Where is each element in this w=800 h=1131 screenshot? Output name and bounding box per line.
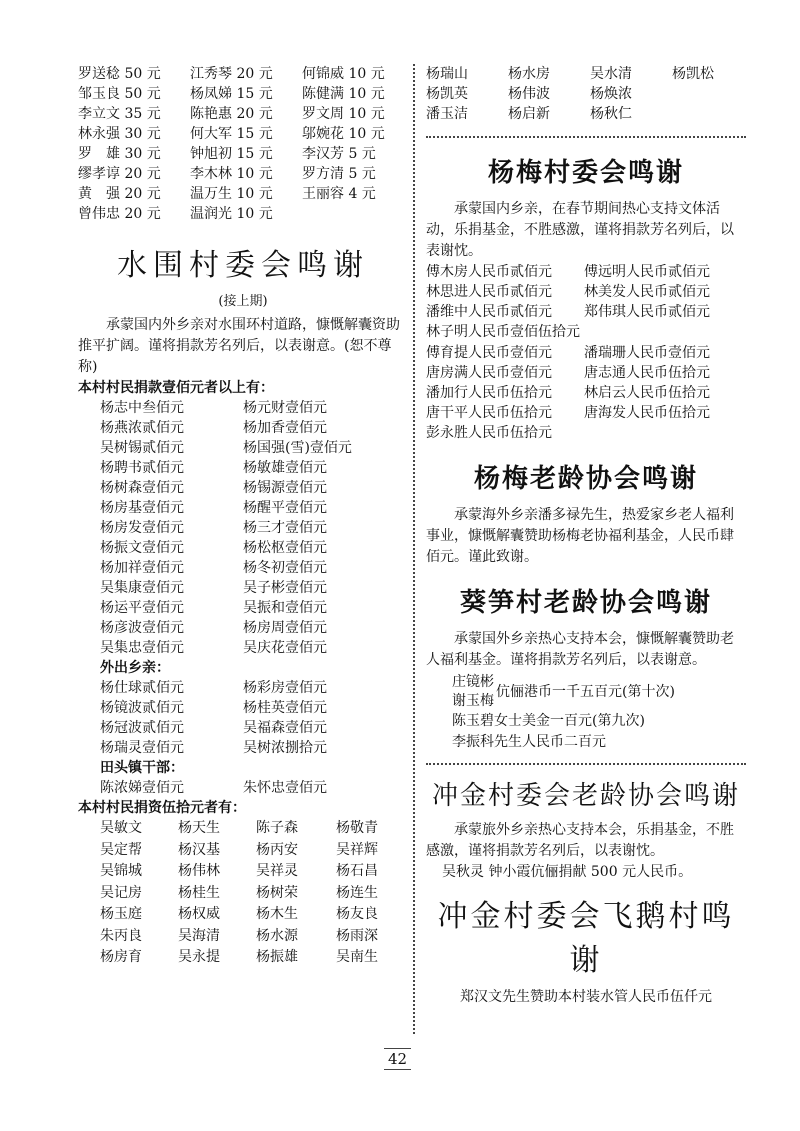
list-item: 杨权威 [178,906,220,922]
list-item: 温润光 10 元 [190,206,273,222]
list-item: 唐房满人民币壹佰元 [426,365,552,381]
donor-name: 庄镜彬 [452,674,494,690]
list-item: 陈健满 10 元 [302,86,385,102]
list-item: 吴永提 [178,949,220,965]
list-item: 钟旭初 15 元 [190,146,273,162]
heading-town: 田头镇干部： [100,760,184,776]
list-item: 吴树浓捌拾元 [243,740,327,756]
list-item: 唐志通人民币伍拾元 [584,365,710,381]
list-item [302,204,408,224]
list-item: 温万生 10 元 [190,186,273,202]
list-item: 罗方清 5 元 [302,166,376,182]
feie-title: 冲金村委会飞鹅村鸣谢 [437,899,735,978]
list-item: 吴福森壹佰元 [243,720,327,736]
list-item: 杨房发壹佰元 [100,520,184,536]
list-item: 杨雨深 [336,927,378,944]
list-item: 杨石昌 [336,863,378,879]
list-item: 吴集康壹佰元 [100,580,184,596]
donor-list-top [78,64,408,224]
list-item: 杨三才壹佰元 [243,520,327,536]
list-item: 杨伟林 [178,863,220,879]
list-item: 吴树锡贰佰元 [100,440,184,456]
list-item: 陈子森 [256,820,298,836]
list-item: 杨松枢壹佰元 [243,540,327,556]
list-item: 傅木房人民币贰佰元 [426,264,552,280]
chongjin-donor: 吴秋灵 钟小霞伉俪捐献 500 元人民币。 [442,864,693,880]
list-item: 杨木生 [256,906,298,922]
kuisun-intro: 承蒙国外乡亲热心支持本会，慷慨解囊赞助老人福利基金。谨将捐款芳名列后，以表谢意。 [426,631,734,668]
list-item: 唐海发人民币伍拾元 [584,405,710,421]
yangmei-elder-text: 承蒙海外乡亲潘多禄先生，热爱家乡老人福利事业，慷慨解囊赞助杨梅老协福利基金，人民币肆佰元。谨此致谢。 [426,507,734,565]
list-item: 朱怀忠壹佰元 [243,780,327,796]
list-item: 彭永胜人民币伍拾元 [426,425,552,441]
list-item: 陈艳惠 20 元 [190,106,273,122]
list-item: 杨敬青 [336,820,378,836]
list-item: 杨水房 [508,66,550,82]
list-item: 罗 雄 30 元 [78,146,161,162]
list-item: 李振科先生人民币二百元 [452,734,606,750]
yangmei-list-b [426,343,746,423]
yangmei-intro: 承蒙国内乡亲，在春节期间热心支持文体活动，乐捐基金，不胜感激，谨将捐款芳名列后，以表谢忱。 [426,201,734,259]
list-item: 杨秋仁 [590,106,632,122]
list-item: 杨聘书贰佰元 [100,460,184,476]
donor-list-out [78,678,408,758]
shuiwei-subtitle: (接上期) [218,294,268,309]
list-item: 傅育提人民币壹佰元 [426,345,552,361]
list-item: 杨房基壹佰元 [100,500,184,516]
list-item: 吴庆花壹佰元 [243,640,327,656]
list-item: 杨焕浓 [590,86,632,102]
list-item: 吴子彬壹佰元 [243,580,327,596]
list-item: 林永强 30 元 [78,126,161,142]
list-item: 曾伟忠 20 元 [78,206,161,222]
list-item [672,84,744,104]
list-item: 李汉芳 5 元 [302,146,376,162]
list-item: 潘瑞珊人民币壹佰元 [584,345,710,361]
right-column [426,64,746,1008]
list-item: 杨启新 [508,106,550,122]
yangmei-list-a [426,262,746,322]
list-item: 杨汉基 [178,841,220,858]
list-item: 吴振和壹佰元 [243,600,327,616]
list-item: 吴祥辉 [336,841,378,858]
list-item: 吴集忠壹佰元 [100,640,184,656]
chongjin-title: 冲金村委会老龄协会鸣谢 [431,781,740,811]
list-item: 邬婉花 10 元 [302,126,385,142]
heading-50: 本村村民捐资伍拾元者有： [78,800,246,816]
feie-text: 郑汉文先生赞助本村装水管人民币伍仟元 [460,989,712,1005]
list-item: 杨凯松 [672,66,714,82]
list-item: 吴记房 [100,884,142,901]
donor-name: 谢玉梅 [452,693,494,709]
list-item: 吴南生 [336,949,378,965]
shuiwei-intro: 承蒙国内外乡亲对水围环村道路，慷慨解囊资助推平扩阔。谨将捐款芳名列后，以表谢意。(恕不尊称) [78,317,400,375]
list-item: 傅远明人民币贰佰元 [584,264,710,280]
yangmei-elder-title: 杨梅老龄协会鸣谢 [473,464,698,494]
list-item: 吴海清 [178,927,220,944]
list-item: 杨国强(雪)壹佰元 [243,440,352,456]
list-item: 吴水清 [590,66,632,82]
list-item: 邹玉良 50 元 [78,86,161,102]
donor-amount: 伉俪港币一千五百元(第十次) [496,683,675,700]
list-item: 林子明人民币壹佰伍拾元 [426,324,580,340]
list-item: 陈浓娣壹佰元 [100,780,184,796]
list-item: 杨凤娣 15 元 [190,86,273,102]
list-item: 杨加香壹佰元 [243,420,327,436]
list-item: 杨冠波贰佰元 [100,720,184,736]
section-divider [426,763,746,765]
list-item: 罗文周 10 元 [302,106,385,122]
list-item: 杨凯英 [426,86,468,102]
list-item: 林启云人民币伍拾元 [584,385,710,401]
list-item: 杨瑞灵壹佰元 [100,740,184,756]
list-item: 杨树森壹佰元 [100,480,184,496]
list-item: 杨桂英壹佰元 [243,700,327,716]
list-item: 杨天生 [178,820,220,836]
list-item: 杨醒平壹佰元 [243,500,327,516]
list-item: 杨树荣 [256,884,298,901]
list-item: 杨锡源壹佰元 [243,480,327,496]
list-item: 杨冬初壹佰元 [243,560,327,576]
donor-list-top-right [426,64,746,124]
list-item: 杨运平壹佰元 [100,600,184,616]
heading-100: 本村村民捐款壹佰元者以上有： [78,380,274,396]
heading-out: 外出乡亲： [100,660,170,676]
page-number: 42 [384,1048,411,1070]
yangmei-title: 杨梅村委会鸣谢 [487,158,684,188]
list-item: 杨敏雄壹佰元 [243,460,327,476]
list-item: 王丽容 4 元 [302,186,376,202]
list-item: 江秀琴 20 元 [190,66,273,82]
list-item: 林美发人民币贰佰元 [584,284,710,300]
list-item: 杨振文壹佰元 [100,540,184,556]
list-item: 杨瑞山 [426,66,468,82]
list-item: 杨丙安 [256,841,298,858]
list-item: 朱丙良 [100,927,142,944]
list-item: 吴定帮 [100,841,142,858]
list-item: 杨彦波壹佰元 [100,620,184,636]
list-item: 杨玉庭 [100,906,142,922]
list-item: 陈玉碧女士美金一百元(第九次) [452,713,645,729]
list-item: 杨伟波 [508,86,550,102]
list-item: 杨房周壹佰元 [243,620,327,636]
list-item: 何锦威 10 元 [302,66,385,82]
left-column [78,64,408,969]
list-item: 杨加祥壹佰元 [100,560,184,576]
donor-list-50 [78,818,408,969]
donor-names [452,673,494,711]
list-item: 杨房育 [100,949,142,965]
list-item: 郑伟琪人民币贰佰元 [584,304,710,320]
list-item: 杨友良 [336,906,378,922]
list-item: 杨燕浓贰佰元 [100,420,184,436]
section-divider [426,136,746,138]
list-item [672,104,744,124]
list-item: 吴敏文 [100,820,142,836]
list-item: 杨水源 [256,927,298,944]
list-item: 杨仕球贰佰元 [100,680,184,696]
list-item: 潘玉洁 [426,106,468,122]
list-item: 黄 强 20 元 [78,186,161,202]
column-divider [413,64,415,1034]
list-item: 杨彩房壹佰元 [243,680,327,696]
list-item: 缪孝谆 20 元 [78,166,161,182]
list-item: 唐干平人民币伍拾元 [426,405,552,421]
list-item: 罗送稔 50 元 [78,66,161,82]
list-item: 杨元财壹佰元 [243,400,327,416]
list-item: 李立文 35 元 [78,106,161,122]
list-item: 杨振雄 [256,949,298,965]
shuiwei-title: 水围村委会鸣谢 [117,248,369,283]
list-item: 杨镜波贰佰元 [100,700,184,716]
list-item: 李木林 10 元 [190,166,273,182]
list-item: 何大军 15 元 [190,126,273,142]
list-item: 吴祥灵 [256,863,298,879]
list-item: 吴锦城 [100,863,142,879]
donor-list-town [78,778,408,798]
list-item: 潘加行人民币伍拾元 [426,385,552,401]
list-item: 杨志中叁佰元 [100,400,184,416]
list-item: 潘维中人民币贰佰元 [426,304,552,320]
donor-list-100 [78,398,408,658]
list-item: 杨桂生 [178,884,220,901]
kuisun-joint-donor [426,673,746,711]
kuisun-title: 葵笋村老龄协会鸣谢 [459,588,712,618]
chongjin-intro: 承蒙旅外乡亲热心支持本会，乐捐基金，不胜感激，谨将捐款芳名列后，以表谢忱。 [426,822,734,859]
list-item: 林思进人民币贰佰元 [426,284,552,300]
list-item: 杨连生 [336,884,378,901]
